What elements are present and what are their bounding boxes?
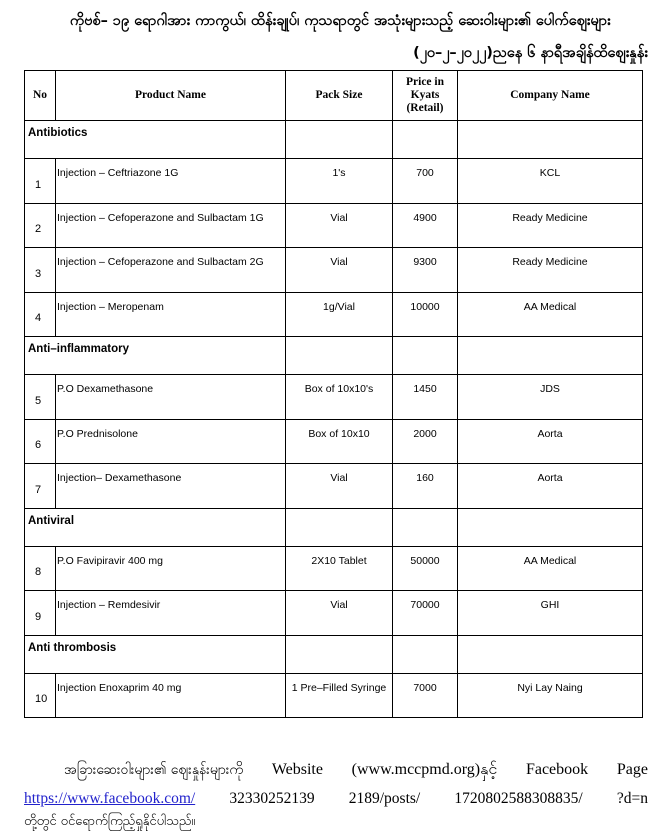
category-row (25, 121, 643, 159)
pack-size-cell: Box of 10x10's (286, 375, 393, 420)
category-label: Antibiotics (25, 121, 286, 159)
price-cell: 9300 (393, 248, 458, 293)
column-header-product: Product Name (56, 71, 286, 121)
product-name-cell: Injection – Cefoperazone and Sulbactam 1G (56, 203, 286, 248)
footer-line-1 (64, 760, 648, 780)
column-header-pack: Pack Size (286, 71, 393, 121)
table-row (25, 292, 643, 337)
document-title-line-2: (၂၀–၂–၂၀၂၂)ညနေ ၆ နာရီအချိန်ထိဈေးနှုန်း (413, 45, 648, 61)
pack-size-cell: Vial (286, 591, 393, 636)
facebook-link-part: 2189/posts/ (348, 790, 421, 807)
table-row (25, 419, 643, 464)
pack-size-cell: 1g/Vial (286, 292, 393, 337)
product-name-cell: Injection – Ceftriazone 1G (56, 159, 286, 204)
table-row (25, 546, 643, 591)
price-cell: 7000 (393, 673, 458, 718)
company-name-cell: GHI (458, 591, 643, 636)
empty-cell (393, 337, 458, 375)
row-number-cell: 1 (25, 159, 56, 204)
pack-size-cell: Vial (286, 203, 393, 248)
product-name-cell: Injection – Cefoperazone and Sulbactam 2G (56, 248, 286, 293)
company-name-cell: JDS (458, 375, 643, 420)
company-name-cell: Ready Medicine (458, 248, 643, 293)
empty-cell (286, 121, 393, 159)
facebook-link[interactable]: https://www.facebook.com/ (24, 790, 196, 807)
row-number-cell: 4 (25, 292, 56, 337)
price-cell: 2000 (393, 419, 458, 464)
product-name-cell: Injection – Meropenam (56, 292, 286, 337)
footer-line-3: တို့တွင် ဝင်ရောက်ကြည့်ရှုနိုင်ပါသည်။ (24, 814, 196, 829)
pack-size-cell: Vial (286, 464, 393, 509)
pack-size-cell: Box of 10x10 (286, 419, 393, 464)
empty-cell (393, 121, 458, 159)
empty-cell (286, 337, 393, 375)
table-row (25, 464, 643, 509)
table-row (25, 591, 643, 636)
facebook-link-part: 1720802588308835/ (454, 790, 583, 807)
price-table (24, 70, 643, 718)
price-cell: 70000 (393, 591, 458, 636)
row-number-cell: 2 (25, 203, 56, 248)
price-cell: 4900 (393, 203, 458, 248)
category-label: Antiviral (25, 508, 286, 546)
pack-size-cell: Vial (286, 248, 393, 293)
pack-size-cell: 2X10 Tablet (286, 546, 393, 591)
company-name-cell: Ready Medicine (458, 203, 643, 248)
row-number-cell: 6 (25, 419, 56, 464)
category-row (25, 635, 643, 673)
table-body (25, 121, 643, 718)
footer-website-url[interactable]: (www.mccpmd.org)နှင့် (351, 761, 498, 778)
product-name-cell: Injection – Remdesivir (56, 591, 286, 636)
row-number-cell: 10 (25, 673, 56, 718)
table-row (25, 375, 643, 420)
product-name-cell: Injection– Dexamethasone (56, 464, 286, 509)
document-title-line-1: ကိုဗစ်– ၁၉ ရောဂါအား ကာကွယ်၊ ထိန်းချုပ်၊ ကုသရာတွင် အသုံးများသည့် ဆေးဝါးများ၏ ပေါက်ဈေးများ (70, 13, 611, 29)
price-cell: 1450 (393, 375, 458, 420)
category-row (25, 508, 643, 546)
empty-cell (458, 121, 643, 159)
column-header-price: Price in Kyats (Retail) (393, 71, 458, 121)
empty-cell (286, 508, 393, 546)
company-name-cell: KCL (458, 159, 643, 204)
footer-text-mm: အခြားဆေးဝါးများ၏ ဈေးနှုန်းများကို (64, 762, 244, 778)
pack-size-cell: 1's (286, 159, 393, 204)
empty-cell (458, 508, 643, 546)
empty-cell (393, 508, 458, 546)
footer-facebook-label: Facebook (525, 761, 589, 778)
company-name-cell: AA Medical (458, 292, 643, 337)
company-name-cell: AA Medical (458, 546, 643, 591)
product-name-cell: Injection Enoxaprim 40 mg (56, 673, 286, 718)
empty-cell (458, 337, 643, 375)
table-row (25, 159, 643, 204)
footer-page-label: Page (616, 761, 648, 778)
empty-cell (393, 635, 458, 673)
company-name-cell: Nyi Lay Naing (458, 673, 643, 718)
product-name-cell: P.O Favipiravir 400 mg (56, 546, 286, 591)
product-name-cell: P.O Dexamethasone (56, 375, 286, 420)
company-name-cell: Aorta (458, 419, 643, 464)
pack-size-cell: 1 Pre–Filled Syringe (286, 673, 393, 718)
company-name-cell: Aorta (458, 464, 643, 509)
empty-cell (458, 635, 643, 673)
row-number-cell: 5 (25, 375, 56, 420)
price-cell: 50000 (393, 546, 458, 591)
row-number-cell: 8 (25, 546, 56, 591)
price-cell: 700 (393, 159, 458, 204)
price-cell: 160 (393, 464, 458, 509)
footer-website-label: Website (271, 761, 323, 778)
table-header-row (25, 71, 643, 121)
category-label: Anti–inflammatory (25, 337, 286, 375)
category-label: Anti thrombosis (25, 635, 286, 673)
column-header-no: No (25, 71, 56, 121)
price-cell: 10000 (393, 292, 458, 337)
footer-line-2 (24, 789, 648, 809)
table-row (25, 203, 643, 248)
table-row (25, 673, 643, 718)
empty-cell (286, 635, 393, 673)
facebook-link-part: ?d=n (616, 790, 648, 807)
row-number-cell: 3 (25, 248, 56, 293)
row-number-cell: 7 (25, 464, 56, 509)
product-name-cell: P.O Prednisolone (56, 419, 286, 464)
column-header-company: Company Name (458, 71, 643, 121)
facebook-link-part: 32330252139 (229, 790, 315, 807)
category-row (25, 337, 643, 375)
row-number-cell: 9 (25, 591, 56, 636)
table-row (25, 248, 643, 293)
